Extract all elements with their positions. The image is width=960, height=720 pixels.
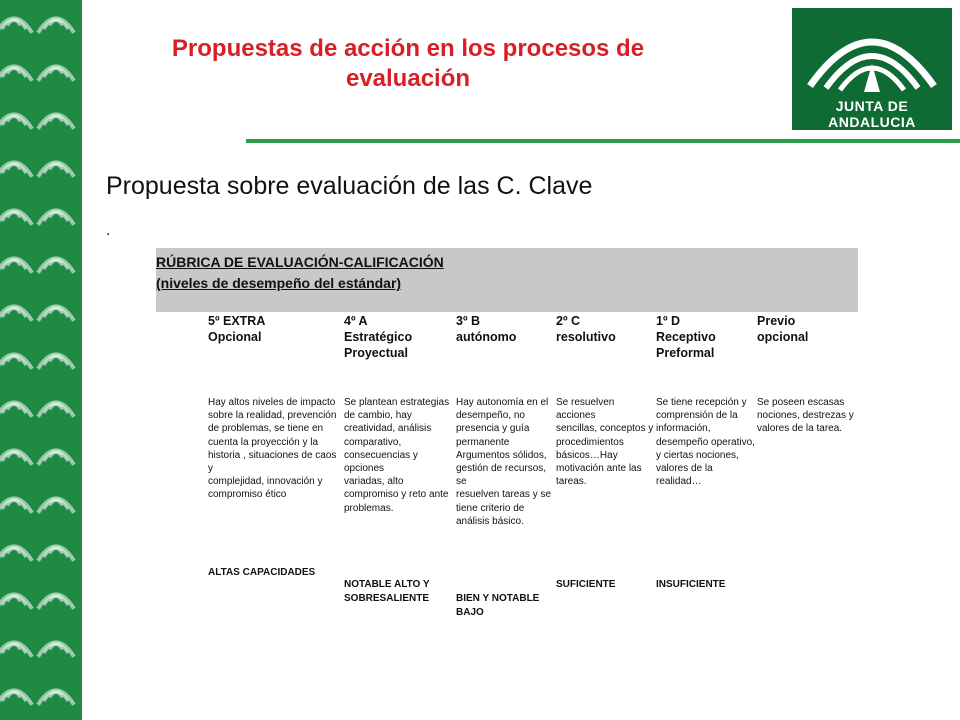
level-label: Previo	[757, 314, 796, 328]
arch-motif	[0, 690, 32, 704]
decorative-sidebar	[0, 0, 82, 720]
rubric-column-1-d	[656, 313, 756, 361]
arch-motif	[38, 162, 74, 176]
description-line: presencia y guía	[456, 423, 530, 435]
arch-motif	[0, 162, 32, 176]
description-line: análisis básico.	[456, 515, 524, 527]
description-line: consecuencias y opciones	[344, 449, 418, 475]
description-line: cuenta la proyección y la	[208, 436, 319, 448]
description-line: permanente	[456, 436, 510, 448]
rubric-column-3-b	[456, 313, 556, 345]
rubric-description-5-extra	[208, 396, 343, 502]
rubric-category-4-a	[344, 578, 456, 605]
description-line: historia , situaciones de caos y	[208, 449, 337, 475]
level-label: Receptivo	[656, 330, 716, 344]
category-line: SUFICIENTE	[556, 579, 616, 590]
arch-motif	[0, 210, 32, 224]
arch-motif	[0, 642, 32, 656]
rubric-description-3-b	[456, 396, 556, 528]
level-label: opcional	[757, 330, 809, 344]
arch-motif	[0, 354, 32, 368]
rubric-category-2-c	[556, 578, 656, 592]
category-line: ALTAS CAPACIDADES	[208, 567, 316, 578]
arch-motif	[0, 450, 32, 464]
level-label: 3º B	[456, 314, 481, 328]
arch-motif	[38, 354, 74, 368]
description-line: resuelven tareas y se	[456, 489, 552, 501]
category-line: NOTABLE ALTO Y	[344, 579, 430, 590]
category-line: BIEN Y NOTABLE BAJO	[456, 593, 540, 618]
rubric-column-4-a	[344, 313, 456, 361]
description-line: procedimientos	[556, 436, 624, 448]
arch-motif	[38, 258, 74, 272]
description-line: tareas.	[556, 476, 587, 488]
junta-andalucia-arch-icon	[792, 8, 952, 98]
arch-motif	[38, 594, 74, 608]
arch-motif	[0, 594, 32, 608]
description-line: compromiso ético	[208, 489, 287, 501]
description-line: Hay autonomía en el	[456, 397, 549, 408]
arch-motif	[0, 114, 32, 128]
rubric-column-2-c	[556, 313, 656, 345]
level-label: autónomo	[456, 330, 517, 344]
description-line: Se resuelven acciones	[556, 397, 615, 422]
arch-motif	[38, 498, 74, 512]
arch-motif	[0, 258, 32, 272]
arch-motif	[0, 546, 32, 560]
rubric-column-5-extra	[208, 313, 343, 345]
arch-motif	[0, 306, 32, 320]
level-label: Preformal	[656, 346, 715, 360]
bullet-dot: .	[106, 222, 111, 239]
description-line: básicos…Hay	[556, 449, 618, 461]
description-line: complejidad, innovación y	[208, 476, 323, 488]
arch-motif	[38, 210, 74, 224]
description-line: valores de la realidad…	[656, 463, 713, 488]
arch-motif	[38, 690, 74, 704]
rubric-description-1-d	[656, 396, 756, 488]
rubric-description-previo	[757, 396, 857, 436]
description-line: Argumentos sólidos,	[456, 449, 547, 461]
level-label: Proyectual	[344, 346, 408, 360]
level-label: 5º EXTRA	[208, 314, 266, 328]
rubric-subtitle: (niveles de desempeño del estándar)	[156, 275, 402, 291]
arch-pattern	[0, 0, 82, 720]
arch-motif	[38, 402, 74, 416]
arch-motif	[38, 642, 74, 656]
rubric-description-4-a	[344, 396, 456, 515]
slide-subtitle: Propuesta sobre evaluación de las C. Clave	[106, 172, 593, 200]
rubric-description-2-c	[556, 396, 656, 488]
rubric-category-1-d	[656, 578, 756, 592]
rubric-category-3-b	[456, 592, 568, 619]
description-line: Se poseen escasas	[757, 397, 845, 408]
description-line: y ciertas nociones,	[656, 449, 739, 461]
arch-motif	[38, 66, 74, 80]
level-label: Estratégico	[344, 330, 413, 344]
arch-motif	[38, 114, 74, 128]
description-line: de cambio, hay	[344, 410, 412, 422]
arch-motif	[38, 18, 74, 32]
level-label: Opcional	[208, 330, 262, 344]
description-line: variadas, alto	[344, 476, 404, 488]
description-line: sobre la realidad, prevención	[208, 410, 337, 422]
description-line: gestión de recursos, se	[456, 463, 547, 488]
description-line: tiene criterio de	[456, 502, 525, 514]
logo-text: JUNTA DE ANDALUCIA	[828, 98, 916, 130]
rubric-category-5-extra	[208, 566, 343, 580]
slide-title: Propuestas de acción en los procesos de evaluación	[171, 35, 645, 92]
rubric-column-previo	[757, 313, 857, 345]
level-label: 1º D	[656, 314, 681, 328]
category-line: SOBRESALIENTE	[344, 592, 430, 604]
level-label: 2º C	[556, 314, 581, 328]
description-line: creatividad, análisis	[344, 423, 432, 435]
arch-motif	[38, 546, 74, 560]
description-line: desempeño, no	[456, 410, 525, 422]
description-line: Se plantean estrategias	[344, 397, 450, 408]
description-line: información,	[656, 423, 711, 435]
level-label: 4º A	[344, 314, 368, 328]
description-line: de problemas, se tiene en	[208, 423, 324, 435]
description-line: problemas.	[344, 502, 394, 514]
arch-motif	[0, 402, 32, 416]
category-line: INSUFICIENTE	[656, 579, 726, 590]
header-divider	[246, 139, 960, 143]
description-line: valores de la tarea.	[757, 423, 843, 435]
description-line: comprensión de la	[656, 410, 738, 422]
arch-motif	[0, 66, 32, 80]
description-line: comparativo,	[344, 436, 402, 448]
arch-motif	[0, 498, 32, 512]
description-line: compromiso y reto ante	[344, 489, 449, 501]
rubric-title: RÚBRICA DE EVALUACIÓN-CALIFICACIÓN	[156, 254, 444, 270]
arch-motif	[38, 450, 74, 464]
description-line: Hay altos niveles de impacto	[208, 397, 336, 408]
level-label: resolutivo	[556, 330, 616, 344]
description-line: sencillas, conceptos y	[556, 423, 654, 435]
junta-logo	[792, 8, 952, 130]
arch-motif	[0, 18, 32, 32]
arch-motif	[38, 306, 74, 320]
rubric-header	[156, 248, 858, 312]
description-line: desempeño operativo,	[656, 436, 755, 448]
description-line: Se tiene recepción y	[656, 397, 747, 408]
description-line: nociones, destrezas y	[757, 410, 854, 422]
description-line: motivación ante las	[556, 463, 642, 475]
